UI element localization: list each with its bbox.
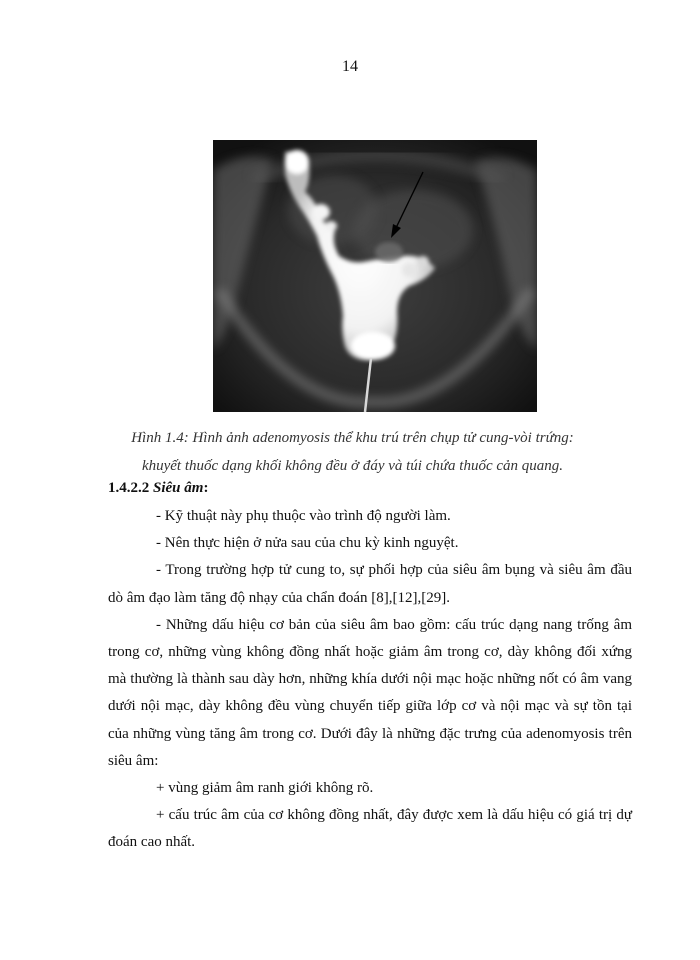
caption-line: Hình 1.4: Hình ảnh adenomyosis thể khu trú trên chụp tử cung-vòi trứng: (131, 430, 574, 446)
paragraph: - Những dấu hiệu cơ bản của siêu âm bao gồm: cấu trúc dạng nang trống âm trong cơ, những vùng không đồng nhất hoặc giảm âm trong cơ, dày không đối xứng mà thường là thành sau dày hơn, những khía dưới nội mạc hoặc những nốt có âm vang dưới nội mạc, dày không đều vùng chuyển tiếp giữa lớp cơ và nội mạc và sự tồn tại của những vùng tăng âm trong cơ. Dưới đây là những đặc trưng của adenomyosis trên siêu âm: (108, 616, 632, 769)
paragraph: + vùng giảm âm ranh giới không rõ. (156, 780, 374, 797)
caption-line: khuyết thuốc dạng khối không đều ở đáy và túi chứa thuốc cản quang. (141, 458, 564, 474)
section-suffix: : (203, 480, 209, 496)
body-text (108, 503, 632, 857)
section-title: Siêu âm (153, 480, 204, 496)
paragraph: - Kỹ thuật này phụ thuộc vào trình độ người làm. (156, 508, 451, 524)
filling-defect (375, 242, 403, 262)
hysterosalpingogram-figure (213, 140, 537, 412)
paragraph: - Nên thực hiện ở nửa sau của chu kỳ kinh nguyệt. (156, 535, 459, 552)
section-number: 1.4.2.2 (108, 480, 150, 496)
xray-image (213, 140, 537, 412)
figure-caption (100, 424, 605, 480)
section-heading (108, 480, 208, 497)
paragraph: + cấu trúc âm của cơ không đồng nhất, đây được xem là dấu hiệu có giá trị dự đoán cao nhất. (108, 807, 632, 851)
page-number: 14 (342, 58, 358, 75)
paragraph: - Trong trường hợp tử cung to, sự phối hợp của siêu âm bụng và siêu âm đầu dò âm đạo làm tăng độ nhạy của chẩn đoán [8],[12],[29]. (108, 562, 632, 606)
